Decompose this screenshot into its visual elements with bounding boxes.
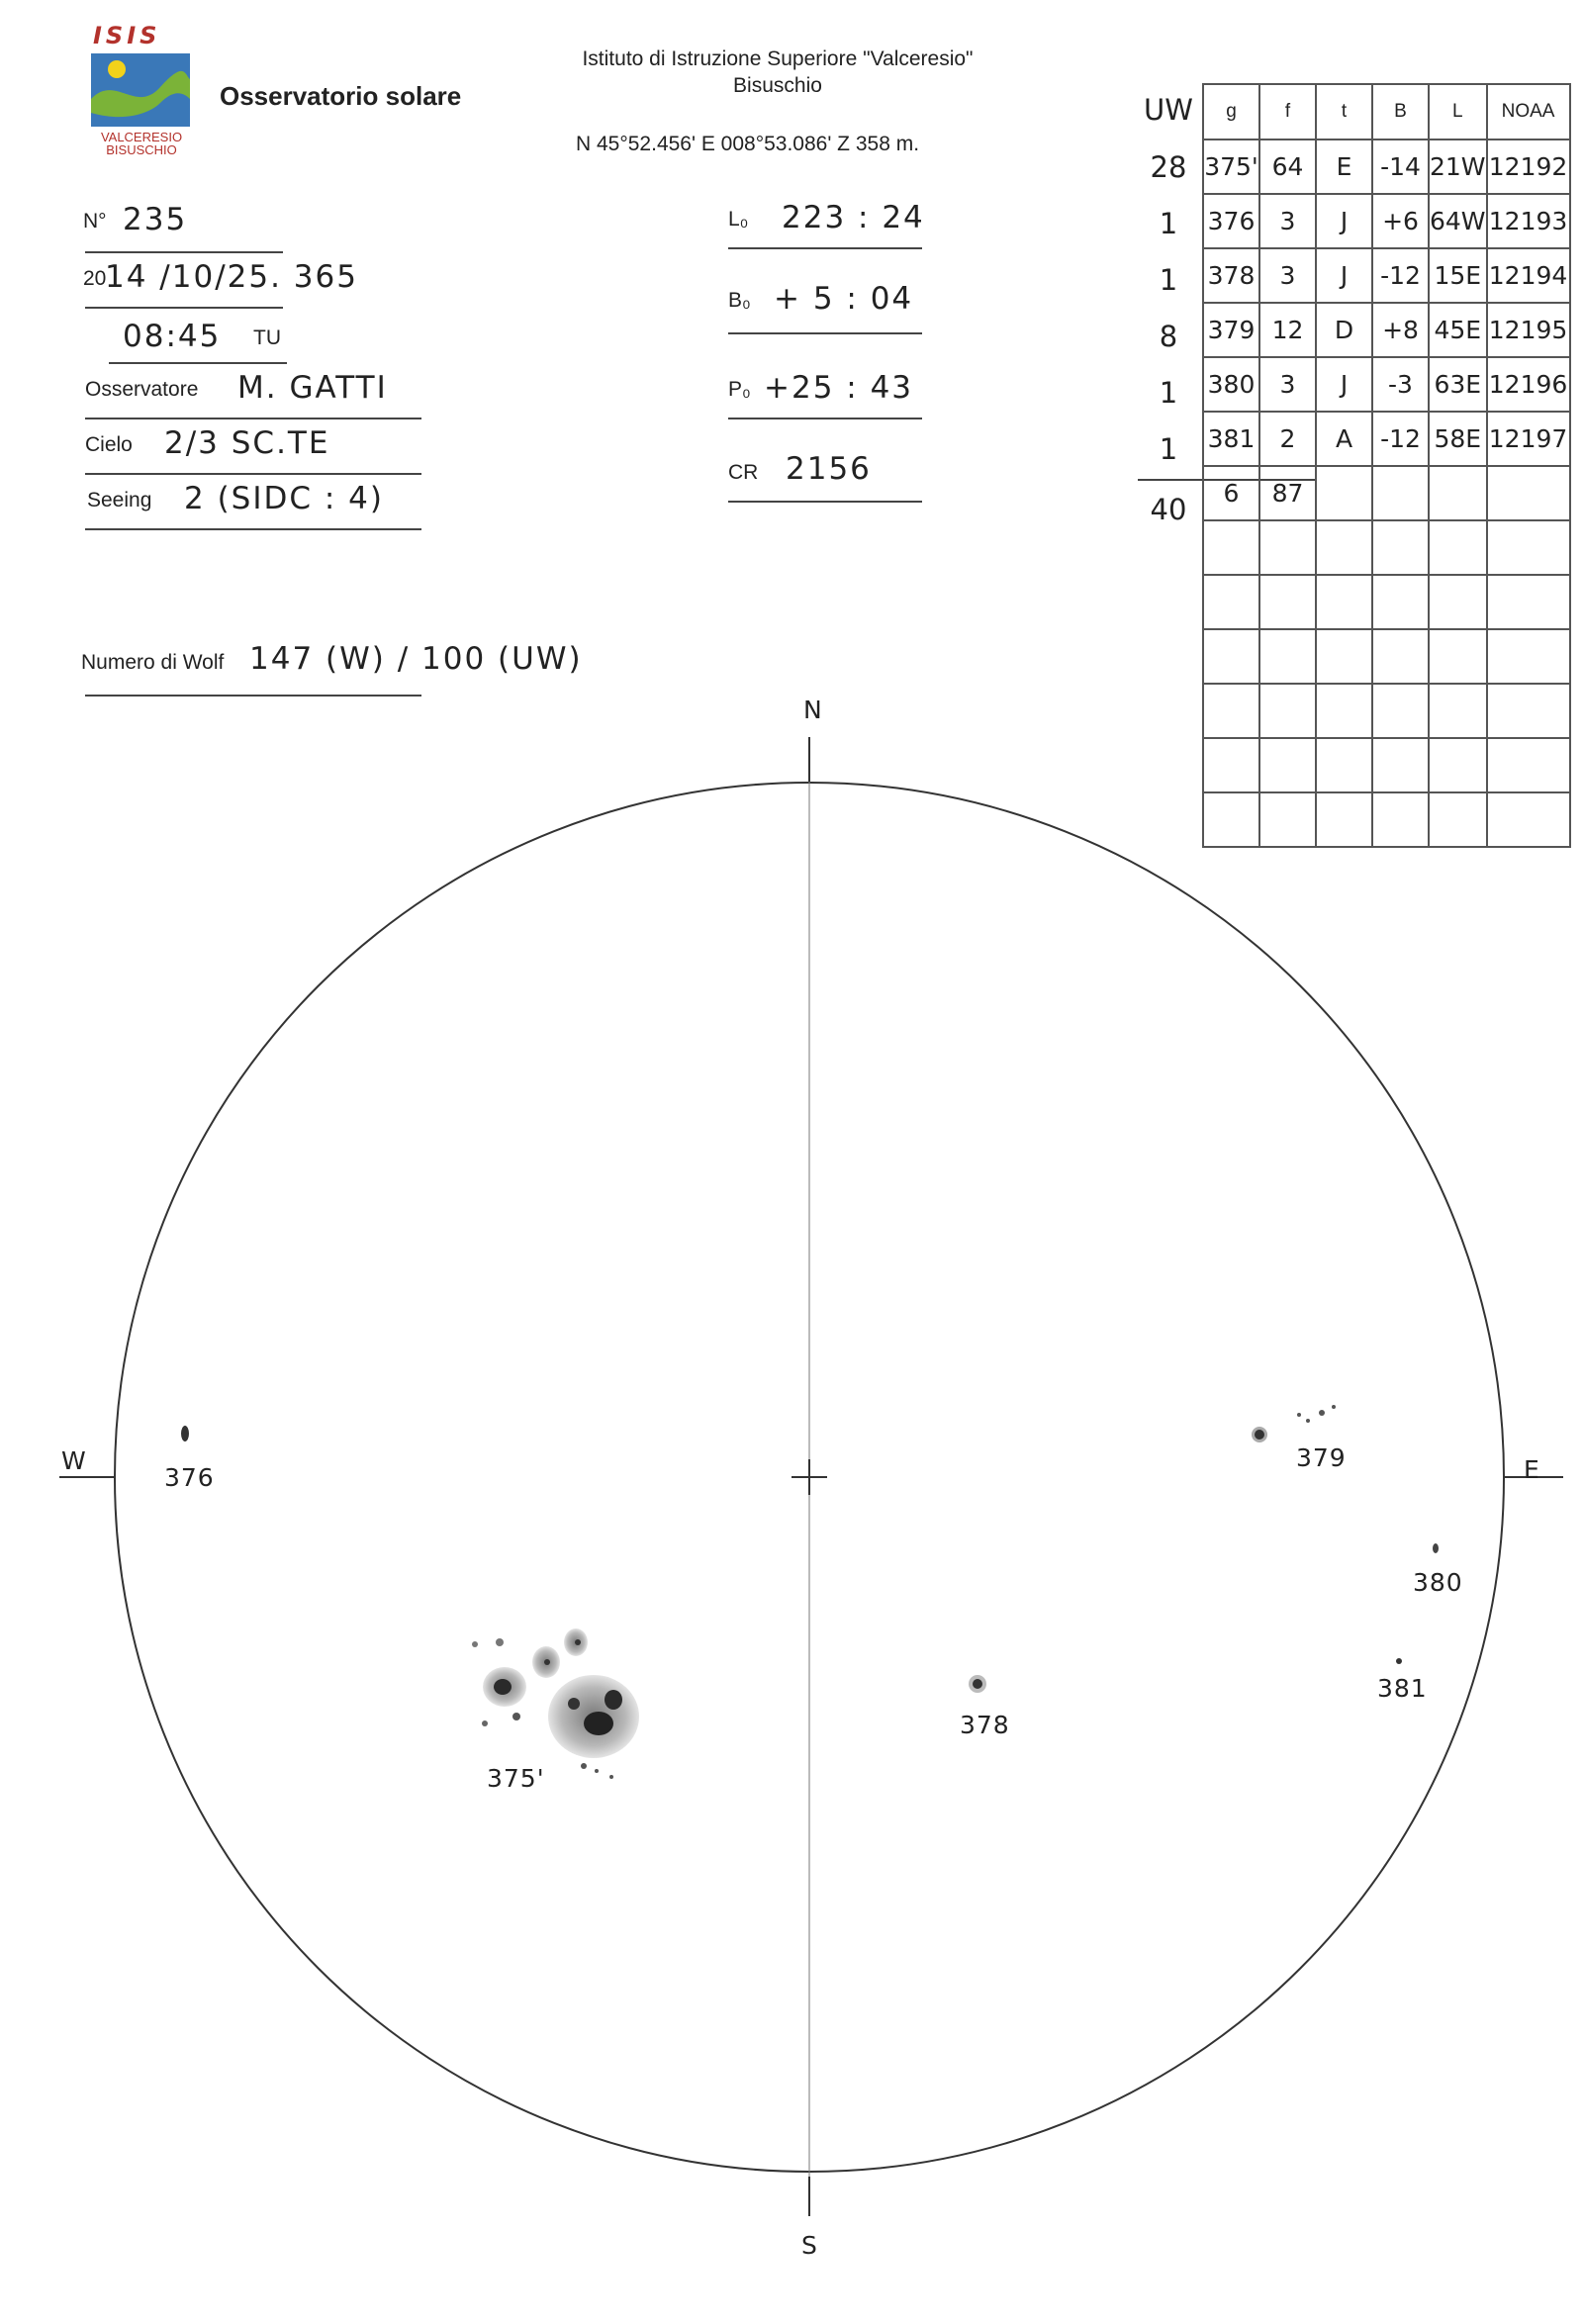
sky-label: Cielo — [85, 433, 133, 456]
spot-label-375: 375' — [487, 1764, 545, 1793]
table-cell: -12 — [1372, 248, 1429, 303]
table-cell: 2 — [1259, 412, 1316, 466]
school-name-line1: Istituto di Istruzione Superiore "Valceresio" — [582, 47, 974, 70]
number-label: N° — [83, 210, 107, 232]
total-groups-cell: 6 — [1203, 466, 1259, 520]
table-cell: J — [1316, 248, 1372, 303]
date-value: 14 /10/25. 365 — [105, 259, 358, 295]
sunspot-group-380 — [1433, 1543, 1439, 1553]
table-cell: 12196 — [1487, 357, 1570, 412]
sunspot-group-376 — [181, 1426, 189, 1441]
table-cell: 45E — [1429, 303, 1487, 357]
school-name-line2: Bisuschio — [733, 74, 822, 97]
table-cell: 12193 — [1487, 194, 1570, 248]
number-value: 235 — [123, 202, 188, 237]
spot-label-381: 381 — [1377, 1674, 1428, 1703]
spot-label-376: 376 — [164, 1463, 215, 1492]
observatory-title: Osservatorio solare — [220, 81, 462, 111]
table-cell: +8 — [1372, 303, 1429, 357]
east-label: E — [1524, 1455, 1539, 1484]
table-cell: 3 — [1259, 194, 1316, 248]
table-cell: J — [1316, 357, 1372, 412]
observer-label: Osservatore — [85, 378, 199, 401]
table-cell: A — [1316, 412, 1372, 466]
table-header-cell: f — [1259, 84, 1316, 139]
table-cell: D — [1316, 303, 1372, 357]
sunspot-group-378 — [969, 1675, 986, 1693]
spot-label-379: 379 — [1296, 1443, 1347, 1472]
l0-value: 223 : 24 — [782, 200, 925, 235]
table-cell: 378 — [1203, 248, 1259, 303]
seeing-label: Seeing — [87, 489, 152, 511]
table-cell: 21W — [1429, 139, 1487, 194]
table-cell: 63E — [1429, 357, 1487, 412]
table-cell: E — [1316, 139, 1372, 194]
total-spots-cell: 87 — [1259, 466, 1316, 520]
sky-value: 2/3 SC.TE — [164, 425, 330, 461]
logo-wordmark: ISIS — [93, 22, 161, 49]
site-coordinates: N 45°52.456' E 008°53.086' Z 358 m. — [576, 133, 920, 155]
time-unit: TU — [253, 326, 281, 349]
seeing-value: 2 (SIDC : 4) — [184, 481, 384, 516]
sunspot-group-379 — [1252, 1405, 1336, 1442]
table-cell: 12197 — [1487, 412, 1570, 466]
logo-caption-line1: VALCERESIO — [100, 130, 183, 144]
table-header-cell: t — [1316, 84, 1372, 139]
table-header-cell: L — [1429, 84, 1487, 139]
logo-caption-line2: BISUSCHIO — [106, 142, 177, 157]
sunspot-group-375 — [472, 1628, 639, 1779]
table-header-cell: B — [1372, 84, 1429, 139]
table-cell: 12192 — [1487, 139, 1570, 194]
cr-value: 2156 — [786, 451, 872, 487]
b0-label: B₀ — [728, 289, 751, 312]
table-header-cell: g — [1203, 84, 1259, 139]
table-cell: 64W — [1429, 194, 1487, 248]
uw-value: 8 — [1159, 320, 1178, 353]
date-prefix: 20 — [83, 267, 107, 290]
table-cell: -14 — [1372, 139, 1429, 194]
spot-label-380: 380 — [1413, 1568, 1463, 1597]
time-value: 08:45 — [123, 319, 222, 354]
p0-value: +25 : 43 — [764, 370, 914, 406]
table-cell: 376 — [1203, 194, 1259, 248]
table-cell: 3 — [1259, 248, 1316, 303]
table-cell: J — [1316, 194, 1372, 248]
table-cell: 12195 — [1487, 303, 1570, 357]
west-label: W — [61, 1446, 86, 1475]
table-cell: 379 — [1203, 303, 1259, 357]
uw-total: 40 — [1150, 493, 1187, 526]
table-cell: 375' — [1203, 139, 1259, 194]
table-cell: 15E — [1429, 248, 1487, 303]
table-cell: -3 — [1372, 357, 1429, 412]
table-cell: 64 — [1259, 139, 1316, 194]
table-cell: +6 — [1372, 194, 1429, 248]
south-label: S — [801, 2231, 817, 2260]
cr-label: CR — [728, 461, 759, 484]
uw-header: UW — [1144, 93, 1193, 127]
wolf-value: 147 (W) / 100 (UW) — [249, 641, 583, 677]
uw-value: 1 — [1159, 432, 1178, 466]
table-header-cell: NOAA — [1487, 84, 1570, 139]
uw-value: 1 — [1159, 376, 1178, 410]
table-cell: -12 — [1372, 412, 1429, 466]
p0-label: P₀ — [728, 378, 751, 401]
observer-value: M. GATTI — [237, 370, 388, 406]
uw-value: 28 — [1150, 150, 1187, 184]
uw-value: 1 — [1159, 263, 1178, 297]
b0-value: + 5 : 04 — [774, 281, 914, 317]
sunspot-group-381 — [1396, 1658, 1402, 1664]
table-cell: 58E — [1429, 412, 1487, 466]
table-cell: 381 — [1203, 412, 1259, 466]
wolf-label: Numero di Wolf — [81, 651, 225, 674]
l0-label: L₀ — [728, 208, 749, 231]
table-cell: 12194 — [1487, 248, 1570, 303]
table-cell: 380 — [1203, 357, 1259, 412]
table-cell: 12 — [1259, 303, 1316, 357]
uw-value: 1 — [1159, 207, 1178, 240]
north-label: N — [803, 696, 822, 724]
spot-label-378: 378 — [960, 1711, 1010, 1739]
table-cell: 3 — [1259, 357, 1316, 412]
